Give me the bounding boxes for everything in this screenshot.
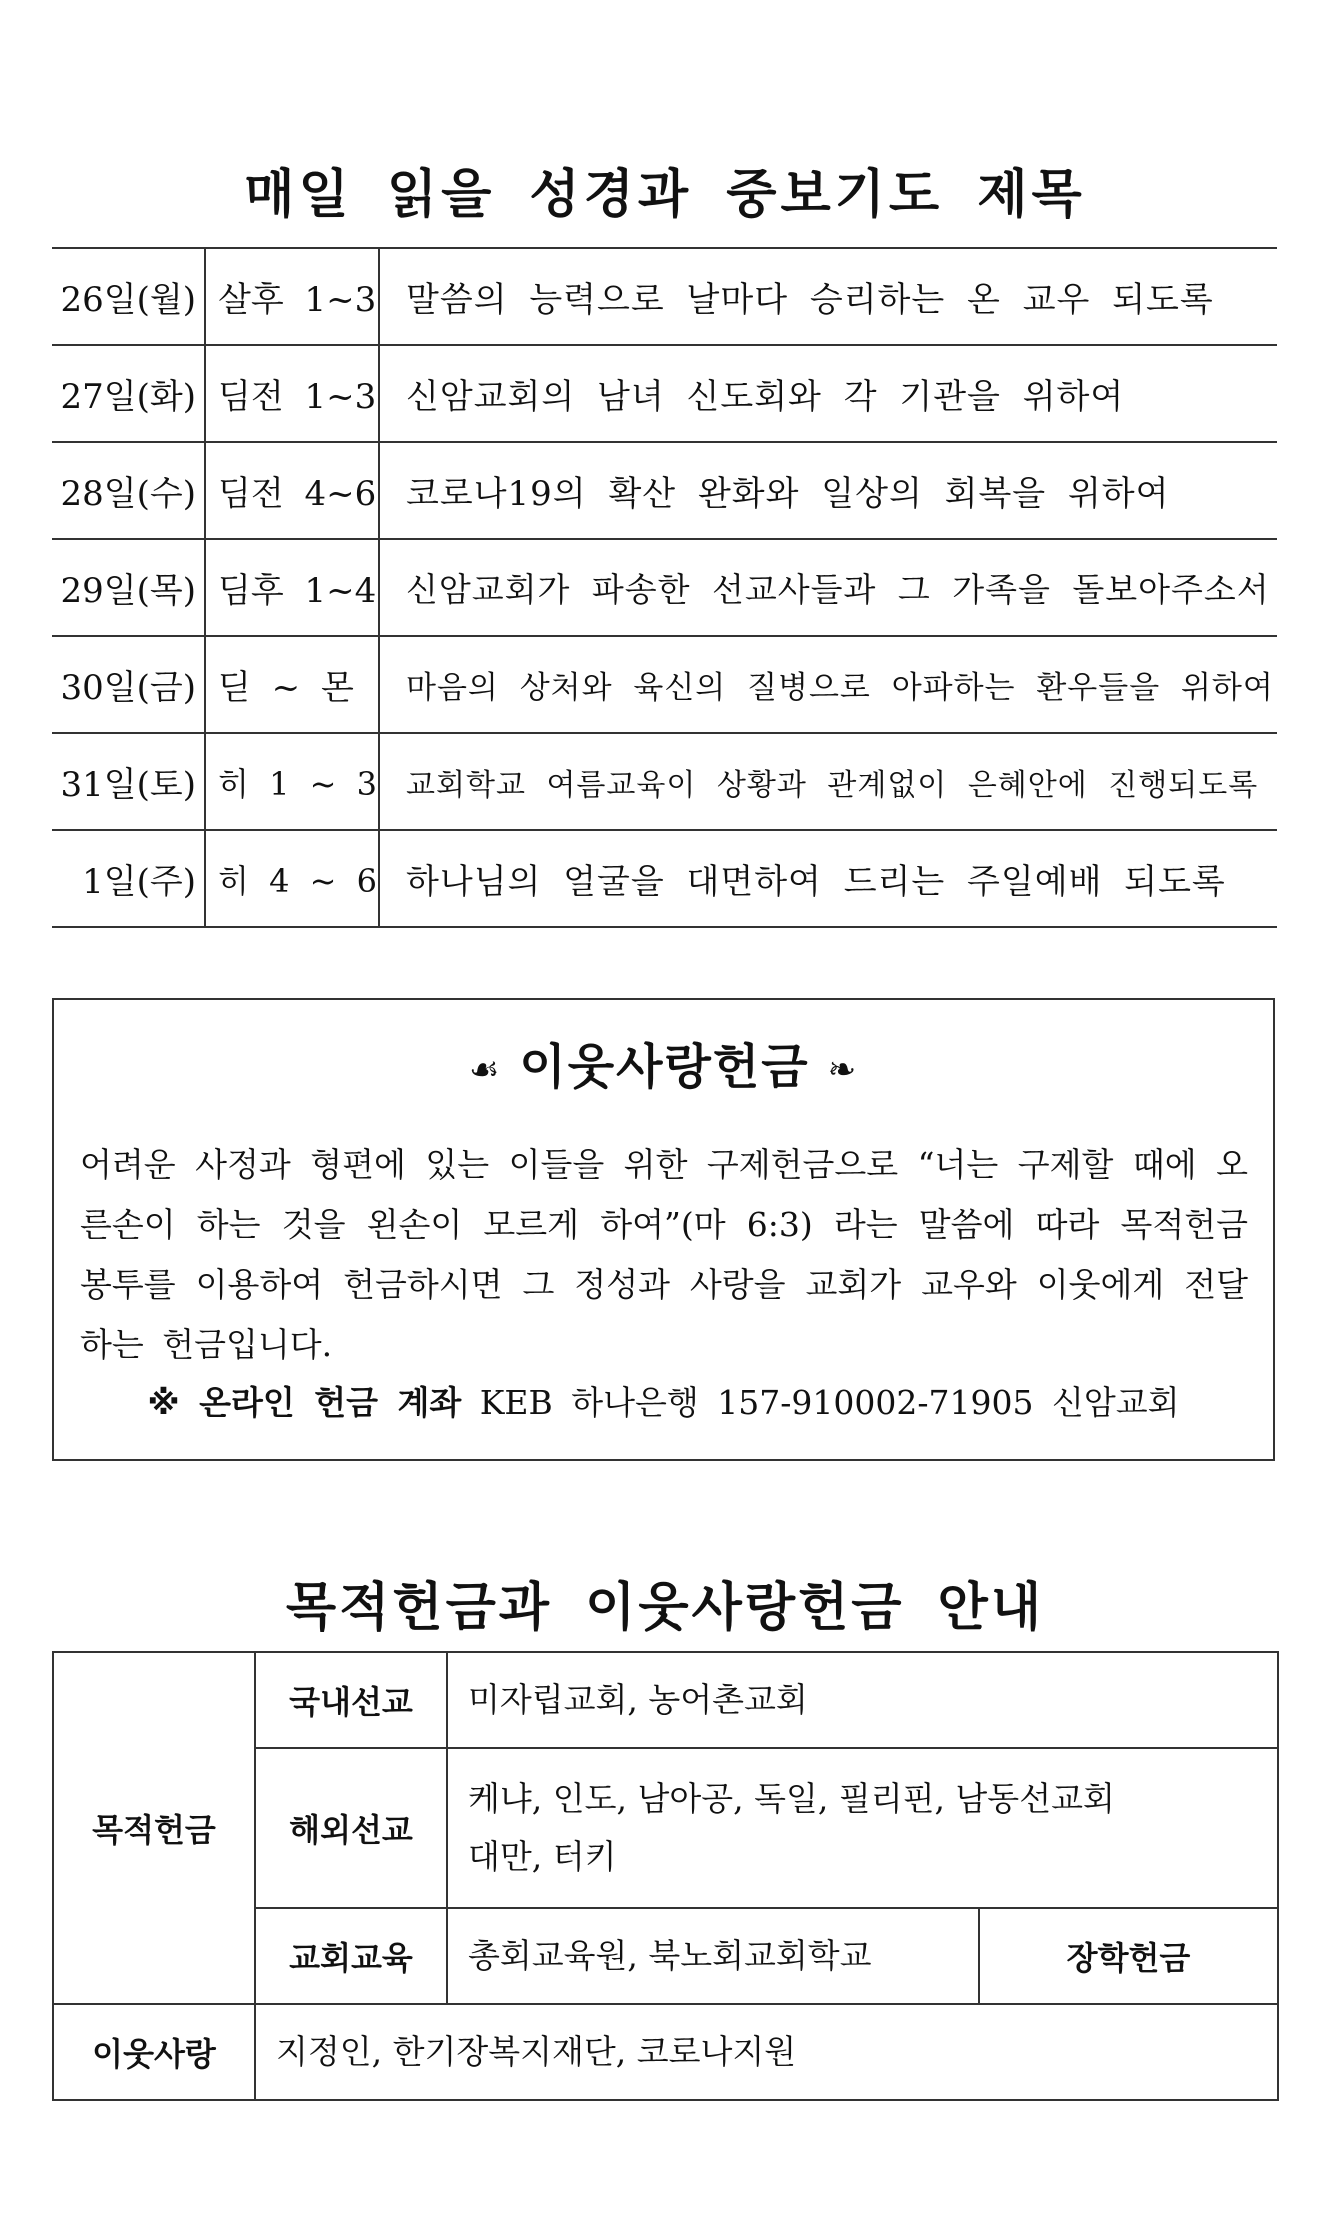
overseas-mission-label: 해외선교 (255, 1748, 447, 1908)
schedule-passage: 살후 1~3 (205, 248, 379, 345)
offering-table (52, 1651, 1279, 2101)
schedule-row (52, 248, 1277, 345)
schedule-row (52, 539, 1277, 636)
neighbor-love-value: 지정인, 한기장복지재단, 코로나지원 (255, 2004, 1278, 2100)
schedule-prayer: 하나님의 얼굴을 대면하여 드리는 주일예배 되도록 (379, 830, 1277, 927)
domestic-mission-label: 국내선교 (255, 1652, 447, 1748)
schedule-row (52, 830, 1277, 927)
charity-title: 이웃사랑헌금 (519, 1039, 810, 1095)
schedule-passage: 딛 ~ 몬 (205, 636, 379, 733)
schedule-date: 1일(주) (52, 830, 205, 927)
schedule-row (52, 345, 1277, 442)
church-education-value: 총회교육원, 북노회교회학교 (447, 1908, 979, 2004)
overseas-mission-line-1: 케냐, 인도, 남아공, 독일, 필리핀, 남동선교회 (468, 1779, 1115, 1818)
schedule-prayer: 신암교회의 남녀 신도회와 각 기관을 위하여 (379, 345, 1277, 442)
account-info: KEB 하나은행 157-910002-71905 신암교회 (479, 1383, 1180, 1422)
ornament-left-icon: ☙ (468, 1050, 502, 1090)
account-label: ※ 온라인 헌금 계좌 (147, 1383, 462, 1422)
schedule-passage: 히 4 ~ 6 (205, 830, 379, 927)
charity-box (52, 998, 1275, 1461)
schedule-date: 30일(금) (52, 636, 205, 733)
scholarship-label: 장학헌금 (979, 1908, 1278, 2004)
schedule-passage: 딤후 1~4 (205, 539, 379, 636)
schedule-prayer: 신암교회가 파송한 선교사들과 그 가족을 돌보아주소서 (379, 539, 1277, 636)
overseas-mission-line-2: 대만, 터키 (468, 1837, 617, 1876)
schedule-date: 27일(화) (52, 345, 205, 442)
schedule-prayer: 말씀의 능력으로 날마다 승리하는 온 교우 되도록 (379, 248, 1277, 345)
offering-title: 목적헌금과 이웃사랑헌금 안내 (285, 1578, 1045, 1638)
domestic-mission-value: 미자립교회, 농어촌교회 (447, 1652, 1278, 1748)
schedule-prayer: 코로나19의 확산 완화와 일상의 회복을 위하여 (379, 442, 1277, 539)
purpose-offering-label: 목적헌금 (53, 1652, 255, 2004)
schedule-date: 29일(목) (52, 539, 205, 636)
church-education-label: 교회교육 (255, 1908, 447, 2004)
schedule-prayer: 마음의 상처와 육신의 질병으로 아파하는 환우들을 위하여 (379, 636, 1277, 733)
schedule-passage: 딤전 4~6 (205, 442, 379, 539)
schedule-prayer: 교회학교 여름교육이 상황과 관계없이 은혜안에 진행되도록 (379, 733, 1277, 830)
charity-heading (54, 1028, 1273, 1097)
neighbor-love-label: 이웃사랑 (53, 2004, 255, 2100)
schedule-date: 31일(토) (52, 733, 205, 830)
schedule-row (52, 733, 1277, 830)
schedule-passage: 딤전 1~3 (205, 345, 379, 442)
ornament-right-icon: ❧ (827, 1050, 859, 1090)
overseas-mission-value (447, 1748, 1278, 1908)
schedule-passage: 히 1 ~ 3 (205, 733, 379, 830)
schedule-row (52, 636, 1277, 733)
schedule-title: 매일 읽을 성경과 중보기도 제목 (244, 165, 1086, 225)
schedule-date: 28일(수) (52, 442, 205, 539)
schedule-row (52, 442, 1277, 539)
charity-body: 어려운 사정과 형편에 있는 이들을 위한 구제헌금으로 “너는 구제할 때에 오른손이 하는 것을 왼손이 모르게 하여”(마 6:3) 라는 말씀에 따라 목적헌금 봉투를 이용하여 헌금하시면 그 정성과 사랑을 교회가 교우와 이웃에게 전달하는 헌금입니다. (80, 1145, 1248, 1364)
schedule-date: 26일(월) (52, 248, 205, 345)
schedule-table (52, 247, 1277, 928)
account-line (54, 1377, 1273, 1424)
